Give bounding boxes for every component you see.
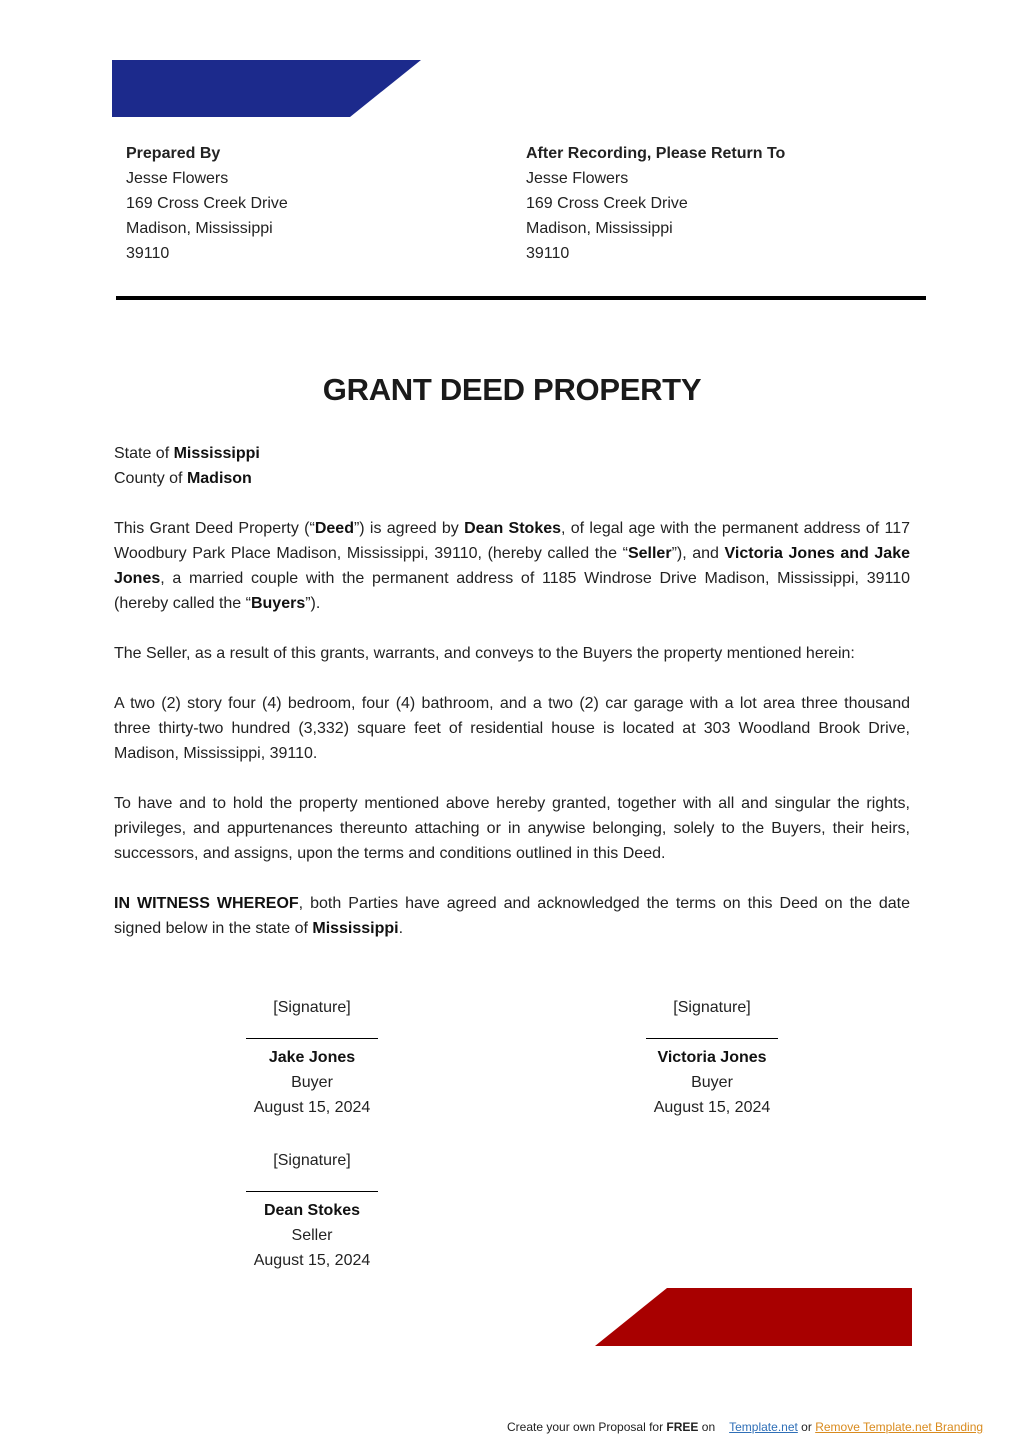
footer-free: FREE (666, 1420, 699, 1434)
signer-name: Dean Stokes (263, 1202, 361, 1219)
grant-paragraph (114, 641, 910, 666)
signer-name: Jake Jones (268, 1049, 356, 1066)
county-name: Madison (186, 470, 252, 487)
footer-text: Create your own Proposal for (507, 1420, 667, 1434)
signer-role: Seller (291, 1227, 333, 1244)
buyers-term: Buyers (250, 595, 306, 612)
signer-name: Victoria Jones (657, 1049, 767, 1066)
witness-lead: IN WITNESS WHEREOF (114, 895, 299, 912)
signature-block-dean-stokes (212, 1148, 412, 1273)
return-to-name: Jesse Flowers (526, 170, 629, 187)
header-banner-shape (112, 60, 421, 117)
habendum-text: To have and to hold the property mentioned above hereby granted, together with all and singular the rights, privileges, and appurtenances thereunto attaching or in anywise belonging, solely to the Buyers, their heirs, successors, and assigns, upon the terms and conditions outlined in this Deed. (114, 795, 910, 862)
county-prefix: County of (114, 470, 187, 487)
signer-role: Buyer (291, 1074, 333, 1091)
header-banner-blue (112, 60, 421, 117)
footer-banner-shape (595, 1288, 912, 1346)
footer-on: on (698, 1420, 716, 1434)
footer-or: or (797, 1420, 816, 1434)
witness-end: . (398, 920, 404, 937)
signature-line (646, 1038, 778, 1039)
intro-text: This Grant Deed Property (“ (114, 520, 315, 537)
signer-role: Buyer (691, 1074, 733, 1091)
prepared-by-label: Prepared By (126, 145, 221, 162)
witness-text: , both Parties have agreed and acknowledged the terms on this Deed on the date signed below in the state of (114, 895, 910, 937)
return-to-city: Madison, Mississippi (526, 220, 673, 237)
signature-placeholder: [Signature] (273, 999, 351, 1016)
intro-text: ”), and (671, 545, 725, 562)
intro-text: , of legal age with the permanent address of 117 Woodbury Park Place Madison, Mississippi, 39110, (hereby called the “ (114, 520, 911, 562)
state-line (114, 441, 910, 466)
signature-block-victoria-jones (612, 995, 812, 1120)
branding-footer (507, 1420, 983, 1434)
seller-name: Dean Stokes (464, 520, 562, 537)
intro-paragraph (114, 516, 910, 616)
remove-branding-link[interactable]: Remove Template.net Branding (815, 1420, 984, 1434)
grant-text: The Seller, as a result of this grants, warrants, and conveys to the Buyers the property mentioned herein: (114, 645, 855, 662)
jurisdiction (114, 441, 910, 491)
document-title: GRANT DEED PROPERTY (322, 372, 702, 407)
witness-paragraph (114, 891, 910, 941)
signature-date: August 15, 2024 (253, 1099, 371, 1116)
witness-state: Mississippi (312, 920, 399, 937)
prepared-by-street: 169 Cross Creek Drive (126, 195, 288, 212)
signature-line (246, 1191, 378, 1192)
intro-text: ”) is agreed by (353, 520, 465, 537)
return-to-zip: 39110 (526, 245, 570, 262)
intro-text: ”). (305, 595, 321, 612)
buyers-names: Victoria Jones and Jake Jones (114, 545, 911, 587)
deed-term: Deed (314, 520, 354, 537)
prepared-by-block (126, 141, 486, 266)
prepared-by-zip: 39110 (126, 245, 170, 262)
signature-date: August 15, 2024 (253, 1252, 371, 1269)
template-net-link[interactable]: Template.net (729, 1420, 798, 1434)
signature-placeholder: [Signature] (273, 1152, 351, 1169)
signature-block-jake-jones (212, 995, 412, 1120)
county-line (114, 466, 910, 491)
state-name: Mississippi (173, 445, 260, 462)
return-to-label: After Recording, Please Return To (526, 145, 786, 162)
signature-placeholder: [Signature] (673, 999, 751, 1016)
return-to-street: 169 Cross Creek Drive (526, 195, 688, 212)
header-divider (116, 296, 926, 300)
signature-date: August 15, 2024 (653, 1099, 771, 1116)
prepared-by-city: Madison, Mississippi (126, 220, 273, 237)
prepared-by-name: Jesse Flowers (126, 170, 229, 187)
property-text: A two (2) story four (4) bedroom, four (4) bathroom, and a two (2) car garage with a lot area three thousand three thirty-two hundred (3,332) square feet of residential house is located at 303 Woodland Brook Drive, Madison, Mississippi, 39110. (114, 695, 910, 762)
state-prefix: State of (114, 445, 174, 462)
intro-text: , a married couple with the permanent address of 1185 Windrose Drive Madison, Mississippi, 39110 (hereby called the “ (114, 570, 910, 612)
seller-term: Seller (627, 545, 672, 562)
footer-banner-red (595, 1288, 912, 1346)
signature-line (246, 1038, 378, 1039)
property-paragraph (114, 691, 910, 766)
habendum-paragraph (114, 791, 910, 866)
return-to-block (526, 141, 886, 266)
